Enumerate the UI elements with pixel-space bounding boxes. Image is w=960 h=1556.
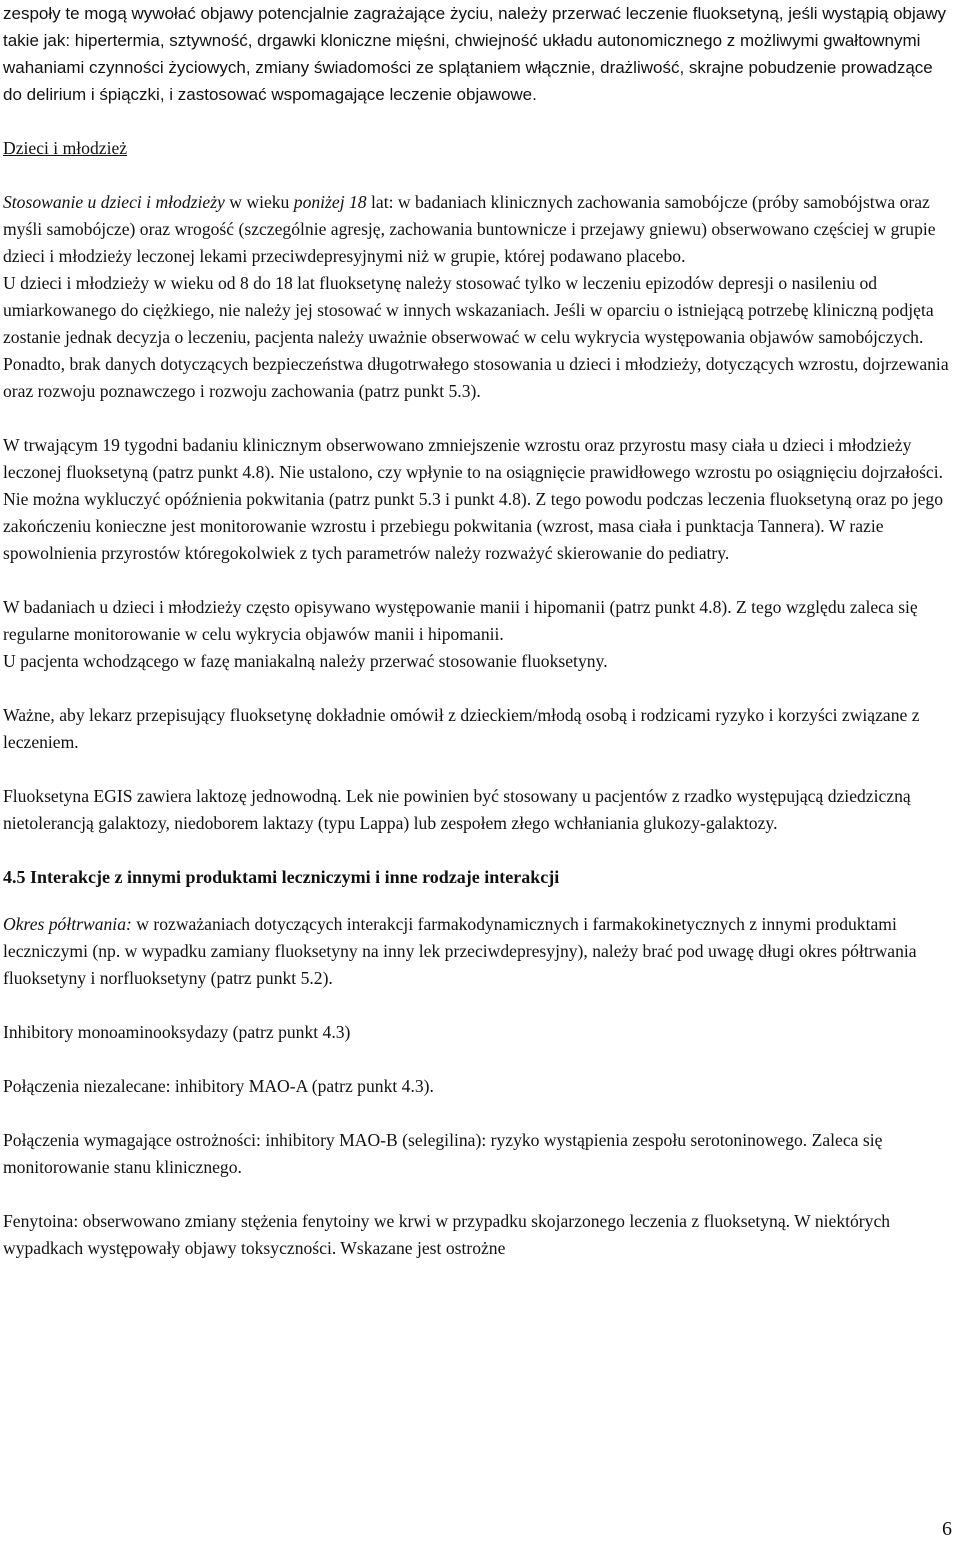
spacer	[3, 675, 955, 702]
spacer	[3, 837, 955, 864]
paragraph-doctor-discussion: Ważne, aby lekarz przepisujący fluoksetynę dokładnie omówił z dzieckiem/młodą osobą i rodzicami ryzyko i korzyści związane z leczeniem.	[3, 705, 920, 752]
text-run: w wieku	[224, 192, 294, 212]
paragraph-half-life	[3, 911, 955, 992]
italic-phrase: poniżej 18	[293, 192, 367, 212]
spacer	[3, 1046, 955, 1073]
paragraph-mania: W badaniach u dzieci i młodzieży często opisywano występowanie manii i hipomanii (patrz punkt 4.8). Z tego względu zaleca się regularne monitorowanie w celu wykrycia objawów manii i hipomanii.	[3, 597, 918, 644]
section-heading-children: Dzieci i młodzież	[3, 138, 128, 158]
italic-phrase: Okres półtrwania:	[3, 914, 132, 934]
spacer	[3, 405, 955, 432]
section-heading-interactions: 4.5 Interakcje z innymi produktami leczniczymi i inne rodzaje interakcji	[3, 867, 560, 887]
paragraph-indications: U dzieci i młodzieży w wieku od 8 do 18 lat fluoksetynę należy stosować tylko w leczeniu epizodów depresji o nasileniu od umiarkowanego do ciężkiego, nie należy jej stosować w innych wskazaniach. Jeśli w oparciu o istniejącą potrzebę kliniczną podjęta zostanie jednak decyzja o leczeniu, pacjenta należy uważnie obserwować w celu wykrycia występowania objawów samobójczych. Ponadto, brak danych dotyczących bezpieczeństwa długotrwałego stosowania u dzieci i młodzieży, dotyczących wzrostu, dojrzewania oraz rozwoju poznawczego i rozwoju zachowania (patrz punkt 5.3).	[3, 273, 949, 401]
text-run: lat: w badaniach klinicznych zachowania samobójcze (próby samobójstwa oraz myśli samobójcze) oraz wrogość (szczególnie agresję, zachowania buntownicze i przejawy gniewu) obserwowano częściej w grupie dzieci i młodzieży leczonej lekami przeciwdepresyjnymi niż w grupie, której podawano placebo.	[3, 192, 936, 266]
paragraph-phenytoin: Fenytoina: obserwowano zmiany stężenia fenytoiny we krwi w przypadku skojarzonego leczenia z fluoksetyną. W niektórych wypadkach występowały objawy toksyczności. Wskazane jest ostrożne	[3, 1211, 891, 1258]
paragraph-caution: Połączenia wymagające ostrożności: inhibitory MAO-B (selegilina): ryzyko wystąpienia zespołu serotoninowego. Zaleca się monitorowanie stanu klinicznego.	[3, 1130, 883, 1177]
italic-phrase: Stosowanie u dzieci i młodzieży	[3, 192, 225, 212]
spacer	[3, 108, 955, 135]
spacer	[3, 992, 955, 1019]
spacer	[3, 162, 955, 189]
spacer	[3, 756, 955, 783]
paragraph-manic-phase: U pacjenta wchodzącego w fazę maniakalną należy przerwać stosowanie fluoksetyny.	[3, 651, 608, 671]
document-page	[3, 0, 955, 1262]
paragraph-growth: W trwającym 19 tygodni badaniu klinicznym obserwowano zmniejszenie wzrostu oraz przyrostu masy ciała u dzieci i młodzieży leczonej fluoksetyną (patrz punkt 4.8). Nie ustalono, czy wpłynie to na osiągnięcie prawidłowego wzrostu po osiągnięciu dojrzałości. Nie można wykluczyć opóźnienia pokwitania (patrz punkt 5.3 i punkt 4.8). Z tego powodu podczas leczenia fluoksetyną oraz po jego zakończeniu konieczne jest monitorowanie wzrostu i przebiegu pokwitania (wzrost, masa ciała i punktacja Tannera). W razie spowolnienia przyrostów któregokolwiek z tych parametrów należy rozważyć skierowanie do pediatry.	[3, 435, 944, 563]
paragraph-mao-inhibitors: Inhibitory monoaminooksydazy (patrz punkt 4.3)	[3, 1022, 351, 1042]
paragraph-lactose: Fluoksetyna EGIS zawiera laktozę jednowodną. Lek nie powinien być stosowany u pacjentów z rzadko występującą dziedziczną nietolerancją galaktozy, niedoborem laktazy (typu Lappa) lub zespołem złego wchłaniania glukozy-galaktozy.	[3, 786, 911, 833]
paragraph-not-recommended: Połączenia niezalecane: inhibitory MAO-A (patrz punkt 4.3).	[3, 1076, 434, 1096]
text-run: w rozważaniach dotyczących interakcji farmakodynamicznych i farmakokinetycznych z innymi produktami leczniczymi (np. w wypadku zamiany fluoksetyny na inny lek przeciwdepresyjny), należy brać pod uwagę długi okres półtrwania fluoksetyny i norfluoksetyny (patrz punkt 5.2).	[3, 914, 917, 988]
page-number: 6	[942, 1518, 952, 1540]
intro-paragraph: zespoły te mogą wywołać objawy potencjalnie zagrażające życiu, należy przerwać leczenie fluoksetyną, jeśli wystąpią objawy takie jak: hipertermia, sztywność, drgawki kloniczne mięśni, chwiejność układu autonomicznego z możliwymi gwałtownymi wahaniami czynności życiowych, zmiany świadomości ze splątaniem włącznie, drażliwość, skrajne pobudzenie prowadzące do delirium i śpiączki, i zastosować wspomagające leczenie objawowe.	[3, 4, 947, 104]
spacer	[3, 1100, 955, 1127]
spacer	[3, 1181, 955, 1208]
spacer	[3, 567, 955, 594]
paragraph-children-risk	[3, 189, 955, 270]
spacer	[3, 891, 955, 911]
